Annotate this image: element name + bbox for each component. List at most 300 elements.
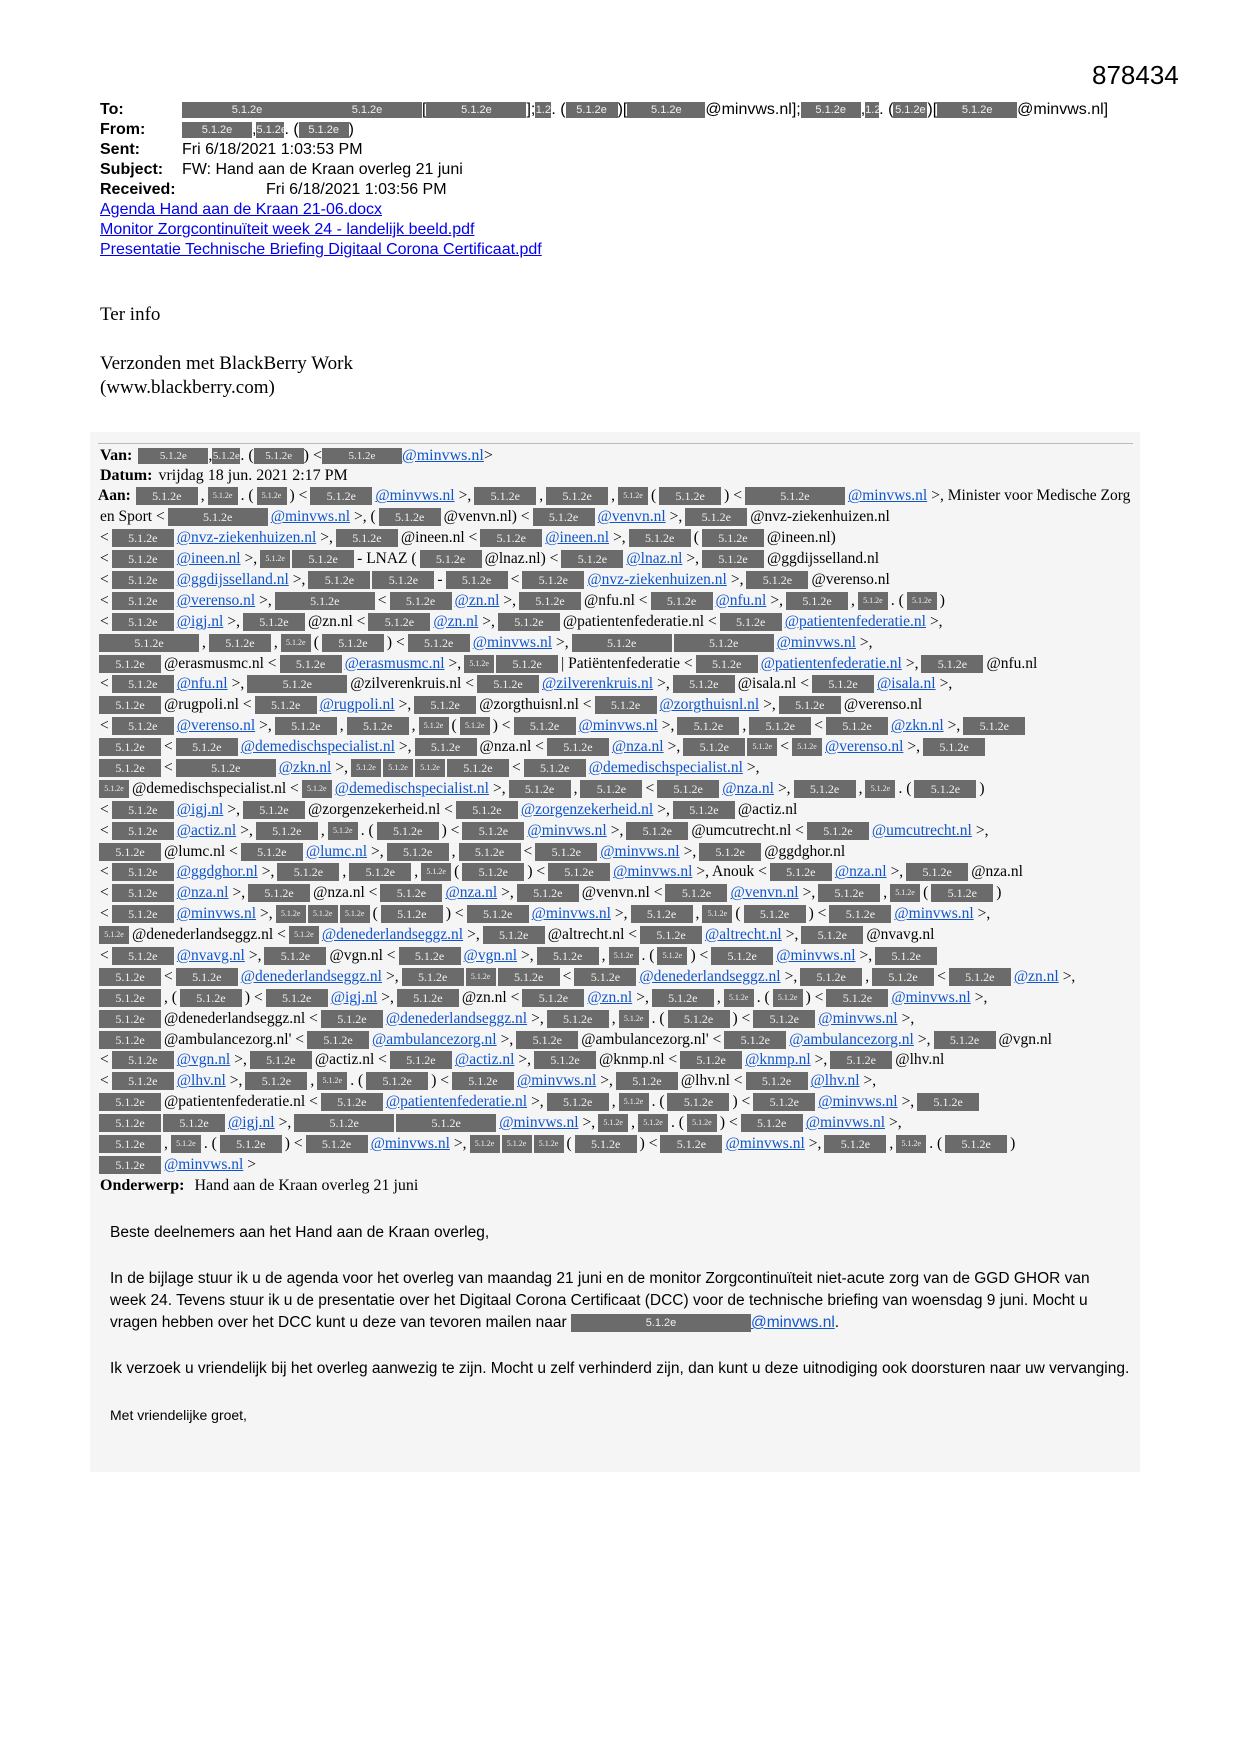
datum-row: [100, 466, 1135, 486]
redaction: 5.1.2e: [895, 104, 926, 116]
recipient-text: >,: [683, 842, 697, 860]
recipient-text: ) <: [805, 988, 824, 1006]
redaction: 5.1.2e: [112, 550, 174, 568]
recipient-text: <: [164, 738, 173, 756]
email-link[interactable]: @demedischspecialist.nl: [588, 759, 743, 777]
redaction: 5.1.2e: [419, 717, 449, 735]
email-link[interactable]: @ggdghor.nl: [176, 863, 258, 881]
redaction: 5.1.2e: [112, 529, 174, 547]
recipient-line: [98, 820, 1135, 841]
redaction: 5.1.2e: [260, 550, 290, 568]
recipient-text: <: [100, 591, 109, 609]
redaction: 5.1.2e: [112, 947, 174, 965]
recipient-text: >,: [784, 967, 798, 985]
redaction: 5.1.2e: [99, 1114, 161, 1132]
recipient-text: (: [923, 884, 929, 902]
redaction: 5.1.2e: [112, 613, 174, 631]
email-link[interactable]: @lhv.nl: [810, 1072, 860, 1090]
email-header: [100, 100, 1108, 200]
recipient-text: . (: [898, 779, 912, 797]
email-link[interactable]: @minvws.nl: [891, 988, 971, 1006]
recipient-text: <: [645, 779, 655, 797]
redaction: 5.1.2e: [548, 863, 610, 881]
email-link[interactable]: @minvws.nl: [894, 905, 974, 923]
recipient-text: <: [377, 591, 387, 609]
recipient-text: ) <: [639, 1135, 658, 1153]
redaction: 5.1.2e: [907, 592, 937, 610]
recipient-text: @umcutrecht.nl <: [691, 821, 804, 839]
recipient-text: ,: [573, 779, 578, 797]
email-link[interactable]: @nza.nl: [834, 863, 887, 881]
header-text: ): [348, 121, 354, 138]
redaction: 5.1.2e: [447, 759, 509, 777]
email-link[interactable]: @minvws.nl: [176, 905, 257, 923]
email-link[interactable]: @verenso.nl: [176, 717, 256, 735]
recipient-text: ,: [889, 1135, 894, 1153]
email-link[interactable]: @denederlandseggz.nl: [240, 967, 382, 985]
recipient-text: >,: [260, 905, 273, 923]
redaction: 5.1.2e: [937, 102, 1017, 118]
email-link[interactable]: @minvws.nl: [613, 863, 693, 881]
sent-value: Fri 6/18/2021 1:03:53 PM: [182, 141, 363, 158]
recipient-text: <: [100, 550, 109, 568]
redaction: 5.1.2e: [180, 989, 242, 1007]
email-link[interactable]: @denederlandseggz.nl: [639, 967, 781, 985]
email-link[interactable]: @minvws.nl: [472, 633, 552, 651]
subject-value: FW: Hand aan de Kraan overleg 21 juni: [182, 161, 463, 178]
redaction: 5.1.2e: [322, 448, 402, 464]
redaction: 5.1.2e: [561, 550, 623, 568]
recipient-text: >,: [614, 905, 628, 923]
redaction: 5.1.2e: [138, 448, 208, 464]
recipient-text: >,: [859, 633, 873, 651]
redaction: 5.1.2e: [826, 717, 888, 735]
email-link[interactable]: @vgn.nl: [176, 1051, 231, 1069]
redaction: 5.1.2e: [677, 717, 739, 735]
email-link[interactable]: @zkn.nl: [278, 759, 332, 777]
recipient-text: @ineen.nl): [766, 529, 836, 547]
email-link[interactable]: @erasmusmc.nl: [344, 654, 445, 672]
email-link[interactable]: @zorgthuisnl.nl: [659, 696, 760, 714]
email-link[interactable]: @lnaz.nl: [626, 550, 683, 568]
redaction: 5.1.2e: [99, 968, 161, 986]
redaction: 5.1.2e: [112, 592, 174, 610]
redaction: 5.1.2e: [747, 738, 777, 756]
redaction: 5.1.2e: [626, 822, 688, 840]
email-link[interactable]: @nza.nl: [611, 738, 664, 756]
header-text: @minvws.nl];: [705, 101, 801, 118]
recipient-line: [98, 1029, 1135, 1050]
email-link[interactable]: @umcutrecht.nl: [871, 821, 972, 839]
redaction: 5.1.2e: [640, 926, 702, 944]
redaction: 5.1.2e: [872, 968, 934, 986]
recipient-text: >,: [582, 1114, 596, 1132]
redaction: 5.1.2e: [702, 529, 764, 547]
redaction: 5.1.2e: [257, 487, 287, 505]
recipient-text: >,: [227, 612, 240, 630]
recipient-line: [98, 507, 1135, 528]
redaction: 5.1.2e: [241, 843, 303, 861]
recipient-text: >, Anouk <: [696, 863, 767, 881]
email-link[interactable]: @zn.nl: [1013, 967, 1059, 985]
redaction: 5.1.2e: [446, 571, 508, 589]
email-link[interactable]: @nvavg.nl: [176, 947, 245, 965]
redaction: 5.1.2e: [321, 1010, 383, 1028]
redaction: 5.1.2e: [800, 968, 862, 986]
recipient-text: ,: [202, 633, 206, 651]
header-text: ,: [860, 101, 866, 118]
recipient-line: [98, 966, 1135, 987]
recipient-text: <: [100, 1051, 109, 1069]
email-link[interactable]: @nvz-ziekenhuizen.nl: [587, 571, 727, 588]
redaction: 5.1.2e: [699, 843, 761, 861]
redaction: 5.1.2e: [317, 1072, 347, 1090]
redaction: 5.1.2e: [619, 1010, 649, 1028]
recipient-text: (: [372, 905, 378, 923]
recipient-text: @denederlandseggz.nl <: [164, 1009, 318, 1027]
email-link[interactable]: @nfu.nl: [176, 675, 228, 693]
email-link[interactable]: @zilverenkruis.nl: [542, 675, 654, 693]
email-link[interactable]: @minvws.nl: [818, 1009, 898, 1027]
redaction: 5.1.2e: [533, 508, 595, 526]
email-link[interactable]: @minvws.nl: [527, 821, 607, 839]
recipient-text: <: [937, 967, 946, 985]
recipient-text: >,: [763, 696, 776, 714]
email-link[interactable]: @patientenfederatie.nl: [760, 654, 902, 672]
attachment-link-agenda[interactable]: Agenda Hand aan de Kraan 21-06.docx: [100, 201, 382, 218]
email-link[interactable]: @minvws.nl: [776, 633, 856, 651]
email-link[interactable]: @demedischspecialist.nl: [334, 779, 489, 797]
email-link[interactable]: @minvws.nl: [725, 1135, 805, 1153]
redaction: 5.1.2e: [275, 592, 375, 610]
email-link[interactable]: @igj.nl: [176, 612, 224, 630]
redaction: 5.1.2e: [890, 884, 920, 902]
redaction: 5.1.2e: [452, 1072, 514, 1090]
recipient-text: ,: [451, 842, 456, 860]
attachment-link-presentatie[interactable]: Presentatie Technische Briefing Digitaal Corona Certificaat.pdf: [100, 241, 542, 258]
recipient-line: [98, 862, 1135, 883]
onderwerp-row: [100, 1177, 418, 1195]
redaction: 5.1.2e: [792, 738, 822, 756]
redaction: 5.1.2e: [945, 1135, 1007, 1153]
recipient-text: >,: [686, 550, 700, 568]
email-link[interactable]: @minvws.nl: [499, 1114, 579, 1132]
recipient-text: ,: [631, 1114, 635, 1132]
redaction: 5.1.2e: [665, 884, 727, 902]
header-text: [: [422, 101, 427, 118]
recipient-text: @actiz.nl: [737, 800, 798, 818]
redaction: 5.1.2e: [136, 487, 198, 505]
header-text: )[: [927, 101, 938, 118]
recipient-text: ,: [742, 717, 747, 735]
van-email-link[interactable]: @minvws.nl: [402, 447, 484, 464]
email-link[interactable]: @denederlandseggz.nl: [321, 926, 464, 944]
recipient-text: >,: [320, 529, 333, 547]
sent-row: [100, 140, 1108, 160]
redaction: 5.1.2e: [616, 1072, 678, 1090]
recipient-text: @ggdghor.nl: [764, 842, 846, 860]
redaction: 5.1.2e: [212, 450, 240, 462]
redaction: 5.1.2e: [519, 592, 581, 610]
redaction: 5.1.2e: [209, 634, 271, 652]
recipient-text: ) <: [808, 905, 827, 923]
recipient-text: >,: [482, 612, 495, 630]
redaction: 5.1.2e: [421, 863, 451, 881]
recipient-text: <: [562, 967, 572, 985]
recipient-line: [98, 570, 1135, 591]
email-link[interactable]: @minvws.nl: [818, 1093, 898, 1111]
redaction: 5.1.2e: [685, 508, 747, 526]
email-link[interactable]: @altrecht.nl: [705, 926, 782, 944]
email-link[interactable]: @minvws.nl: [375, 487, 455, 505]
redaction: 5.1.2e: [351, 759, 381, 777]
recipient-line: [98, 946, 1135, 967]
recipient-text: @patientenfederatie.nl <: [562, 612, 717, 630]
recipient-text: >,: [229, 1072, 243, 1090]
recipient-text: >,: [521, 947, 534, 965]
recipient-text: >,: [901, 1093, 915, 1111]
redaction: 5.1.2e: [306, 1135, 368, 1153]
email-link[interactable]: @venvn.nl: [597, 508, 666, 526]
redaction: 5.1.2e: [99, 989, 161, 1007]
recipient-text: >,: [859, 947, 873, 965]
recipient-text: >,: [398, 696, 412, 714]
email-link[interactable]: @igj.nl: [330, 988, 378, 1006]
redaction: 5.1.2e: [380, 884, 442, 902]
redaction: 5.1.2e: [547, 1010, 609, 1028]
recipient-text: ,: [883, 884, 888, 902]
van-row: [100, 446, 1135, 466]
email-link[interactable]: @verenso.nl: [824, 738, 904, 756]
recipient-text: , (: [164, 988, 177, 1006]
redaction: 5.1.2e: [575, 1135, 637, 1153]
redaction: 5.1.2e: [307, 1031, 369, 1049]
redaction: 5.1.2e: [921, 655, 983, 673]
recipient-text: @lnaz.nl) <: [484, 550, 559, 568]
recipient-text: . (: [651, 1009, 665, 1027]
recipient-text: ,: [611, 1009, 616, 1027]
recipient-text: @ambulancezorg.nl' <: [164, 1030, 305, 1048]
email-link[interactable]: @ambulancezorg.nl: [789, 1030, 914, 1048]
recipient-line: [98, 653, 1135, 674]
recipient-text: ) <: [732, 1093, 751, 1111]
recipient-text: >,: [802, 884, 816, 902]
redaction: 5.1.2e: [963, 717, 1025, 735]
recipient-text: @nza.nl: [971, 863, 1023, 881]
redaction: 5.1.2e: [467, 905, 529, 923]
email-link[interactable]: @patientenfederatie.nl: [385, 1093, 528, 1111]
sent-with-line: Verzonden met BlackBerry Work: [100, 353, 353, 374]
redaction: 5.1.2e: [379, 508, 441, 526]
email-link[interactable]: @nza.nl: [176, 884, 229, 902]
redaction: 5.1.2e: [308, 571, 370, 589]
email-link[interactable]: @ineen.nl: [545, 529, 610, 547]
redaction: 5.1.2e: [627, 102, 705, 118]
recipient-line: [98, 737, 1135, 758]
from-row: [100, 120, 1108, 140]
recipient-text: >,: [500, 1030, 514, 1048]
email-link[interactable]: @igj.nl: [176, 800, 224, 818]
redaction: 5.1.2e: [619, 1093, 649, 1111]
email-link[interactable]: @minvws.nl: [516, 1072, 597, 1090]
redaction: 5.1.2e: [741, 1114, 803, 1132]
recipient-text: @venvn.nl <: [581, 884, 663, 902]
redaction: 5.1.2e: [254, 448, 304, 464]
email-link[interactable]: @minvws.nl: [776, 947, 856, 965]
email-link[interactable]: @isala.nl: [876, 675, 936, 693]
redaction: 5.1.2e: [595, 696, 657, 714]
email-link[interactable]: @minvws.nl: [805, 1114, 885, 1132]
email-link[interactable]: @minvws.nl: [578, 717, 658, 735]
redaction: 5.1.2e: [547, 738, 609, 756]
recipient-text: >,: [448, 654, 462, 672]
redaction: 5.1.2e: [397, 989, 459, 1007]
redaction: 5.1.2e: [112, 822, 174, 840]
redaction: 5.1.2e: [347, 717, 409, 735]
redaction: 5.1.2e: [281, 634, 311, 652]
email-link[interactable]: @zn.nl: [433, 612, 479, 630]
recipient-text: @vgn.nl <: [329, 947, 396, 965]
header-text: . (: [879, 101, 894, 118]
to-row: [100, 100, 1108, 120]
message-body: [110, 1222, 1130, 1450]
email-link[interactable]: @rugpoli.nl: [319, 696, 395, 714]
recipient-text: ) <: [441, 821, 460, 839]
recipient-text: >,: [657, 675, 670, 693]
email-link[interactable]: @nvz-ziekenhuizen.nl: [176, 529, 317, 547]
redaction: 5.1.2e: [673, 801, 735, 819]
redaction: 5.1.2e: [753, 1093, 815, 1111]
received-value: Fri 6/18/2021 1:03:56 PM: [266, 181, 447, 198]
recipient-text: <: [100, 1072, 109, 1090]
email-link[interactable]: @minvws.nl: [370, 1135, 450, 1153]
recipient-text: @ambulancezorg.nl' <: [581, 1030, 722, 1048]
email-link[interactable]: @patientenfederatie.nl: [784, 612, 926, 630]
recipient-line: [98, 1155, 1135, 1176]
redaction: 5.1.2e: [668, 1010, 730, 1028]
recipient-text: >,: [929, 612, 943, 630]
redaction: 5.1.2e: [366, 1072, 428, 1090]
email-link[interactable]: @minvws.nl: [600, 842, 680, 860]
email-link[interactable]: @minvws.nl: [847, 487, 928, 505]
header-text: ];: [526, 101, 536, 118]
email-link[interactable]: @ineen.nl: [176, 550, 241, 568]
recipient-text: @verenso.nl: [811, 571, 890, 588]
email-link[interactable]: @nfu.nl: [715, 591, 767, 609]
email-link[interactable]: @nza.nl: [445, 884, 498, 902]
signature-blackberry: [100, 352, 353, 400]
redaction: 5.1.2e: [516, 1031, 578, 1049]
redaction: 5.1.2e: [464, 655, 494, 673]
email-link[interactable]: @venvn.nl: [730, 884, 799, 902]
redaction: 5.1.2e: [651, 592, 713, 610]
redaction: 5.1.2e: [266, 989, 328, 1007]
redaction: 5.1.2e: [680, 1051, 742, 1069]
email-link[interactable]: @knmp.nl: [745, 1051, 811, 1069]
redaction: 5.1.2e: [534, 1051, 596, 1069]
redaction: 5.1.2e: [498, 968, 560, 986]
recipient-text: (: [313, 633, 319, 651]
redaction: 5.1.2e: [687, 1114, 717, 1132]
redaction: 5.1.2e: [858, 592, 888, 610]
email-link[interactable]: @lhv.nl: [176, 1072, 226, 1090]
redaction: 5.1.2e: [801, 102, 861, 118]
email-link[interactable]: @minvws.nl: [164, 1155, 244, 1173]
recipient-text: >,: [939, 675, 953, 693]
email-link[interactable]: @demedischspecialist.nl: [240, 738, 395, 756]
recipient-text: . (: [641, 947, 655, 965]
redaction: 5.1.2e: [659, 487, 721, 505]
email-link[interactable]: @vgn.nl: [463, 947, 518, 965]
email-link[interactable]: @zorgenzekerheid.nl: [520, 800, 654, 818]
recipient-line: [98, 1134, 1135, 1155]
redaction: 5.1.2e: [896, 1135, 926, 1153]
recipient-text: @ggdijsselland.nl: [767, 550, 880, 568]
recipient-text: ,: [611, 1093, 616, 1111]
email-link[interactable]: @ambulancezorg.nl: [372, 1030, 497, 1048]
recipient-text: >,: [556, 633, 569, 651]
email-link[interactable]: @lumc.nl: [305, 842, 368, 860]
recipient-text: >,: [917, 1030, 931, 1048]
redaction: 5.1.2e: [865, 780, 895, 798]
redaction: 5.1.2e: [243, 801, 305, 819]
email-link[interactable]: @zkn.nl: [891, 717, 944, 735]
recipient-text: . (: [671, 1114, 684, 1132]
recipient-text: @zorgenzekerheid.nl <: [307, 800, 453, 818]
redaction: 5.1.2e: [294, 1114, 394, 1132]
email-link[interactable]: @denederlandseggz.nl: [385, 1009, 528, 1027]
email-link[interactable]: @verenso.nl: [176, 591, 256, 609]
to-label: To:: [100, 101, 124, 118]
email-link[interactable]: @zn.nl: [454, 591, 500, 609]
redaction: 5.1.2e: [502, 1135, 532, 1153]
email-link[interactable]: @minvws.nl: [270, 508, 351, 526]
redaction: 5.1.2e: [537, 947, 599, 965]
attachment-link-monitor[interactable]: Monitor Zorgcontinuïteit week 24 - landelijk beeld.pdf: [100, 221, 475, 238]
email-link[interactable]: @ggdijsselland.nl: [176, 571, 289, 588]
recipient-text: (: [451, 717, 457, 735]
recipient-text: <: [164, 759, 173, 777]
email-link[interactable]: @nza.nl: [722, 779, 774, 797]
recipient-text: <: [100, 717, 109, 735]
email-link[interactable]: @igj.nl: [228, 1114, 275, 1132]
recipient-text: ,: [851, 591, 855, 609]
paragraph-1-end: .: [834, 1314, 840, 1331]
redaction: 5.1.2e: [462, 822, 524, 840]
redaction: 5.1.2e: [99, 1093, 161, 1111]
recipient-text: ,: [411, 717, 416, 735]
recipient-line: [98, 1113, 1135, 1134]
recipient-text: <: [100, 884, 109, 902]
forwarded-meta: [100, 446, 1135, 486]
redaction: 5.1.2e: [470, 1135, 500, 1153]
dcc-email-link[interactable]: @minvws.nl: [750, 1314, 835, 1331]
meta-text: . (: [240, 447, 254, 464]
recipient-text: ,: [539, 487, 544, 505]
recipient-text: >, Minister voor Medische Zorg: [931, 487, 1131, 505]
redaction: 5.1.2e: [277, 863, 339, 881]
paragraph-2: Ik verzoek u vriendelijk bij het overleg aanwezig te zijn. Mocht u zelf verhinderd zijn, dan kunt u deze uitnodiging ook doorsturen naar uw vervanging.: [110, 1360, 1130, 1377]
recipient-text: ,: [273, 633, 278, 651]
email-link[interactable]: @zn.nl: [587, 988, 633, 1006]
recipient-text: @knmp.nl <: [599, 1051, 678, 1069]
redaction: 5.1.2e: [322, 634, 384, 652]
meta-text: ) <: [303, 447, 322, 464]
email-link[interactable]: @actiz.nl: [454, 1051, 515, 1069]
email-link[interactable]: @minvws.nl: [531, 905, 611, 923]
redaction: 5.1.2e: [220, 1135, 282, 1153]
email-link[interactable]: @actiz.nl: [176, 821, 237, 839]
